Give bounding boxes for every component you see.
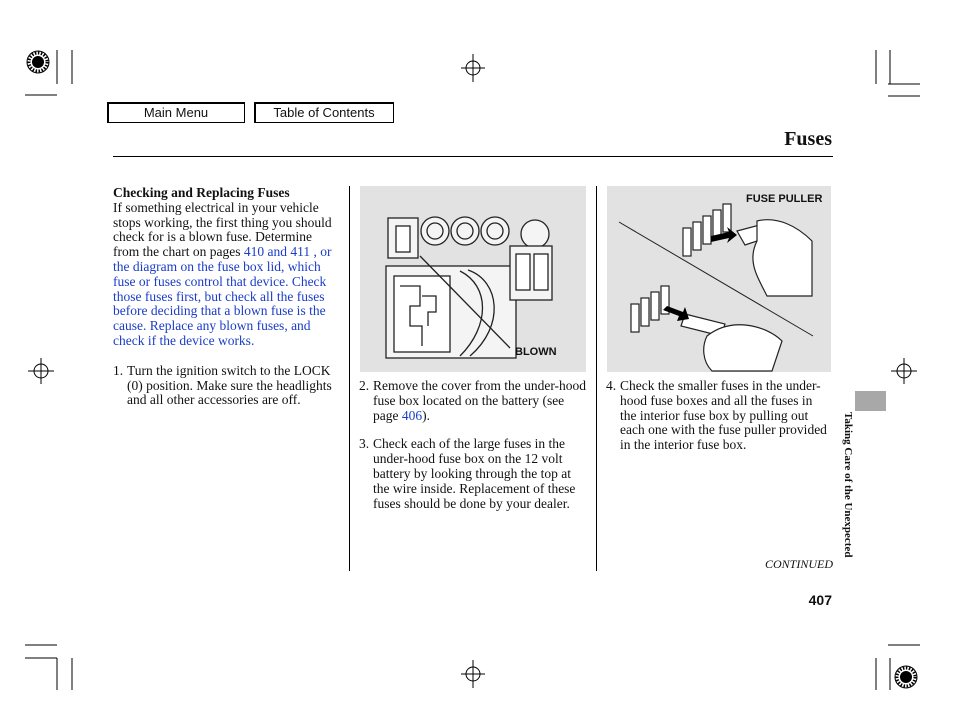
step-text-end: ). [422, 407, 430, 423]
step-number: 2. [359, 378, 370, 393]
intro-text: If something electrical in your vehicle stops working, the first thing you should check for is a blown fuse. Determine from the chart on pages [113, 199, 332, 260]
fuse-puller-label: FUSE PULLER [746, 193, 823, 205]
step-text: Check each of the large fuses in the under-hood fuse box on the 12 volt battery by looking through the top at the wire inside. Replacement of these fuses should be done by your dealer. [373, 436, 576, 511]
intro-paragraph [113, 201, 338, 349]
page-number: 407 [808, 592, 832, 608]
step-2 [359, 379, 587, 423]
column-2 [359, 379, 587, 525]
section-heading: Checking and Replacing Fuses [113, 185, 290, 200]
step-number: 1. [113, 362, 124, 378]
step-number: 4. [606, 378, 617, 393]
step-3 [359, 437, 587, 511]
main-menu-button[interactable]: Main Menu [107, 102, 245, 123]
step-1 [113, 364, 338, 408]
column-divider-1 [349, 186, 350, 571]
blown-label: BLOWN [515, 346, 557, 358]
step-number: 3. [359, 436, 370, 452]
table-of-contents-button[interactable]: Table of Contents [254, 102, 394, 123]
section-tab [855, 391, 886, 411]
page-title: Fuses [784, 128, 832, 150]
step-4 [606, 379, 830, 453]
page-406-link[interactable]: 406 [401, 407, 423, 423]
column-3 [606, 379, 830, 467]
fuse-box-illustration [360, 186, 586, 372]
pages-link[interactable]: 410 and 411 , or the diagram on the fuse box lid, which fuse or fuses control that device. Check those fuses first, but check all the fuses before deciding that a blown fuse is the cause. Replace any blown fuses, and check if the device works. [113, 244, 332, 348]
section-side-label [840, 412, 860, 592]
title-rule [113, 156, 833, 157]
step-text: Check the smaller fuses in the under-hood fuse boxes and all the fuses in the interior fuse box by pulling out each one with the fuse puller provided in the interior fuse box. [620, 378, 827, 453]
step-text: Turn the ignition switch to the LOCK (0) position. Make sure the headlights and all other accessories are off. [127, 362, 332, 408]
column-1 [113, 186, 338, 422]
section-side-text: Taking Care of the Unexpected [842, 412, 854, 558]
step-text: Remove the cover from the under-hood fuse box located on the battery (see page [373, 378, 587, 423]
fuse-puller-illustration [607, 186, 831, 372]
column-divider-2 [596, 186, 597, 571]
fuse-puller-drawing [607, 186, 831, 372]
continued-label: CONTINUED [764, 557, 833, 571]
fuse-box-drawing [360, 186, 586, 372]
